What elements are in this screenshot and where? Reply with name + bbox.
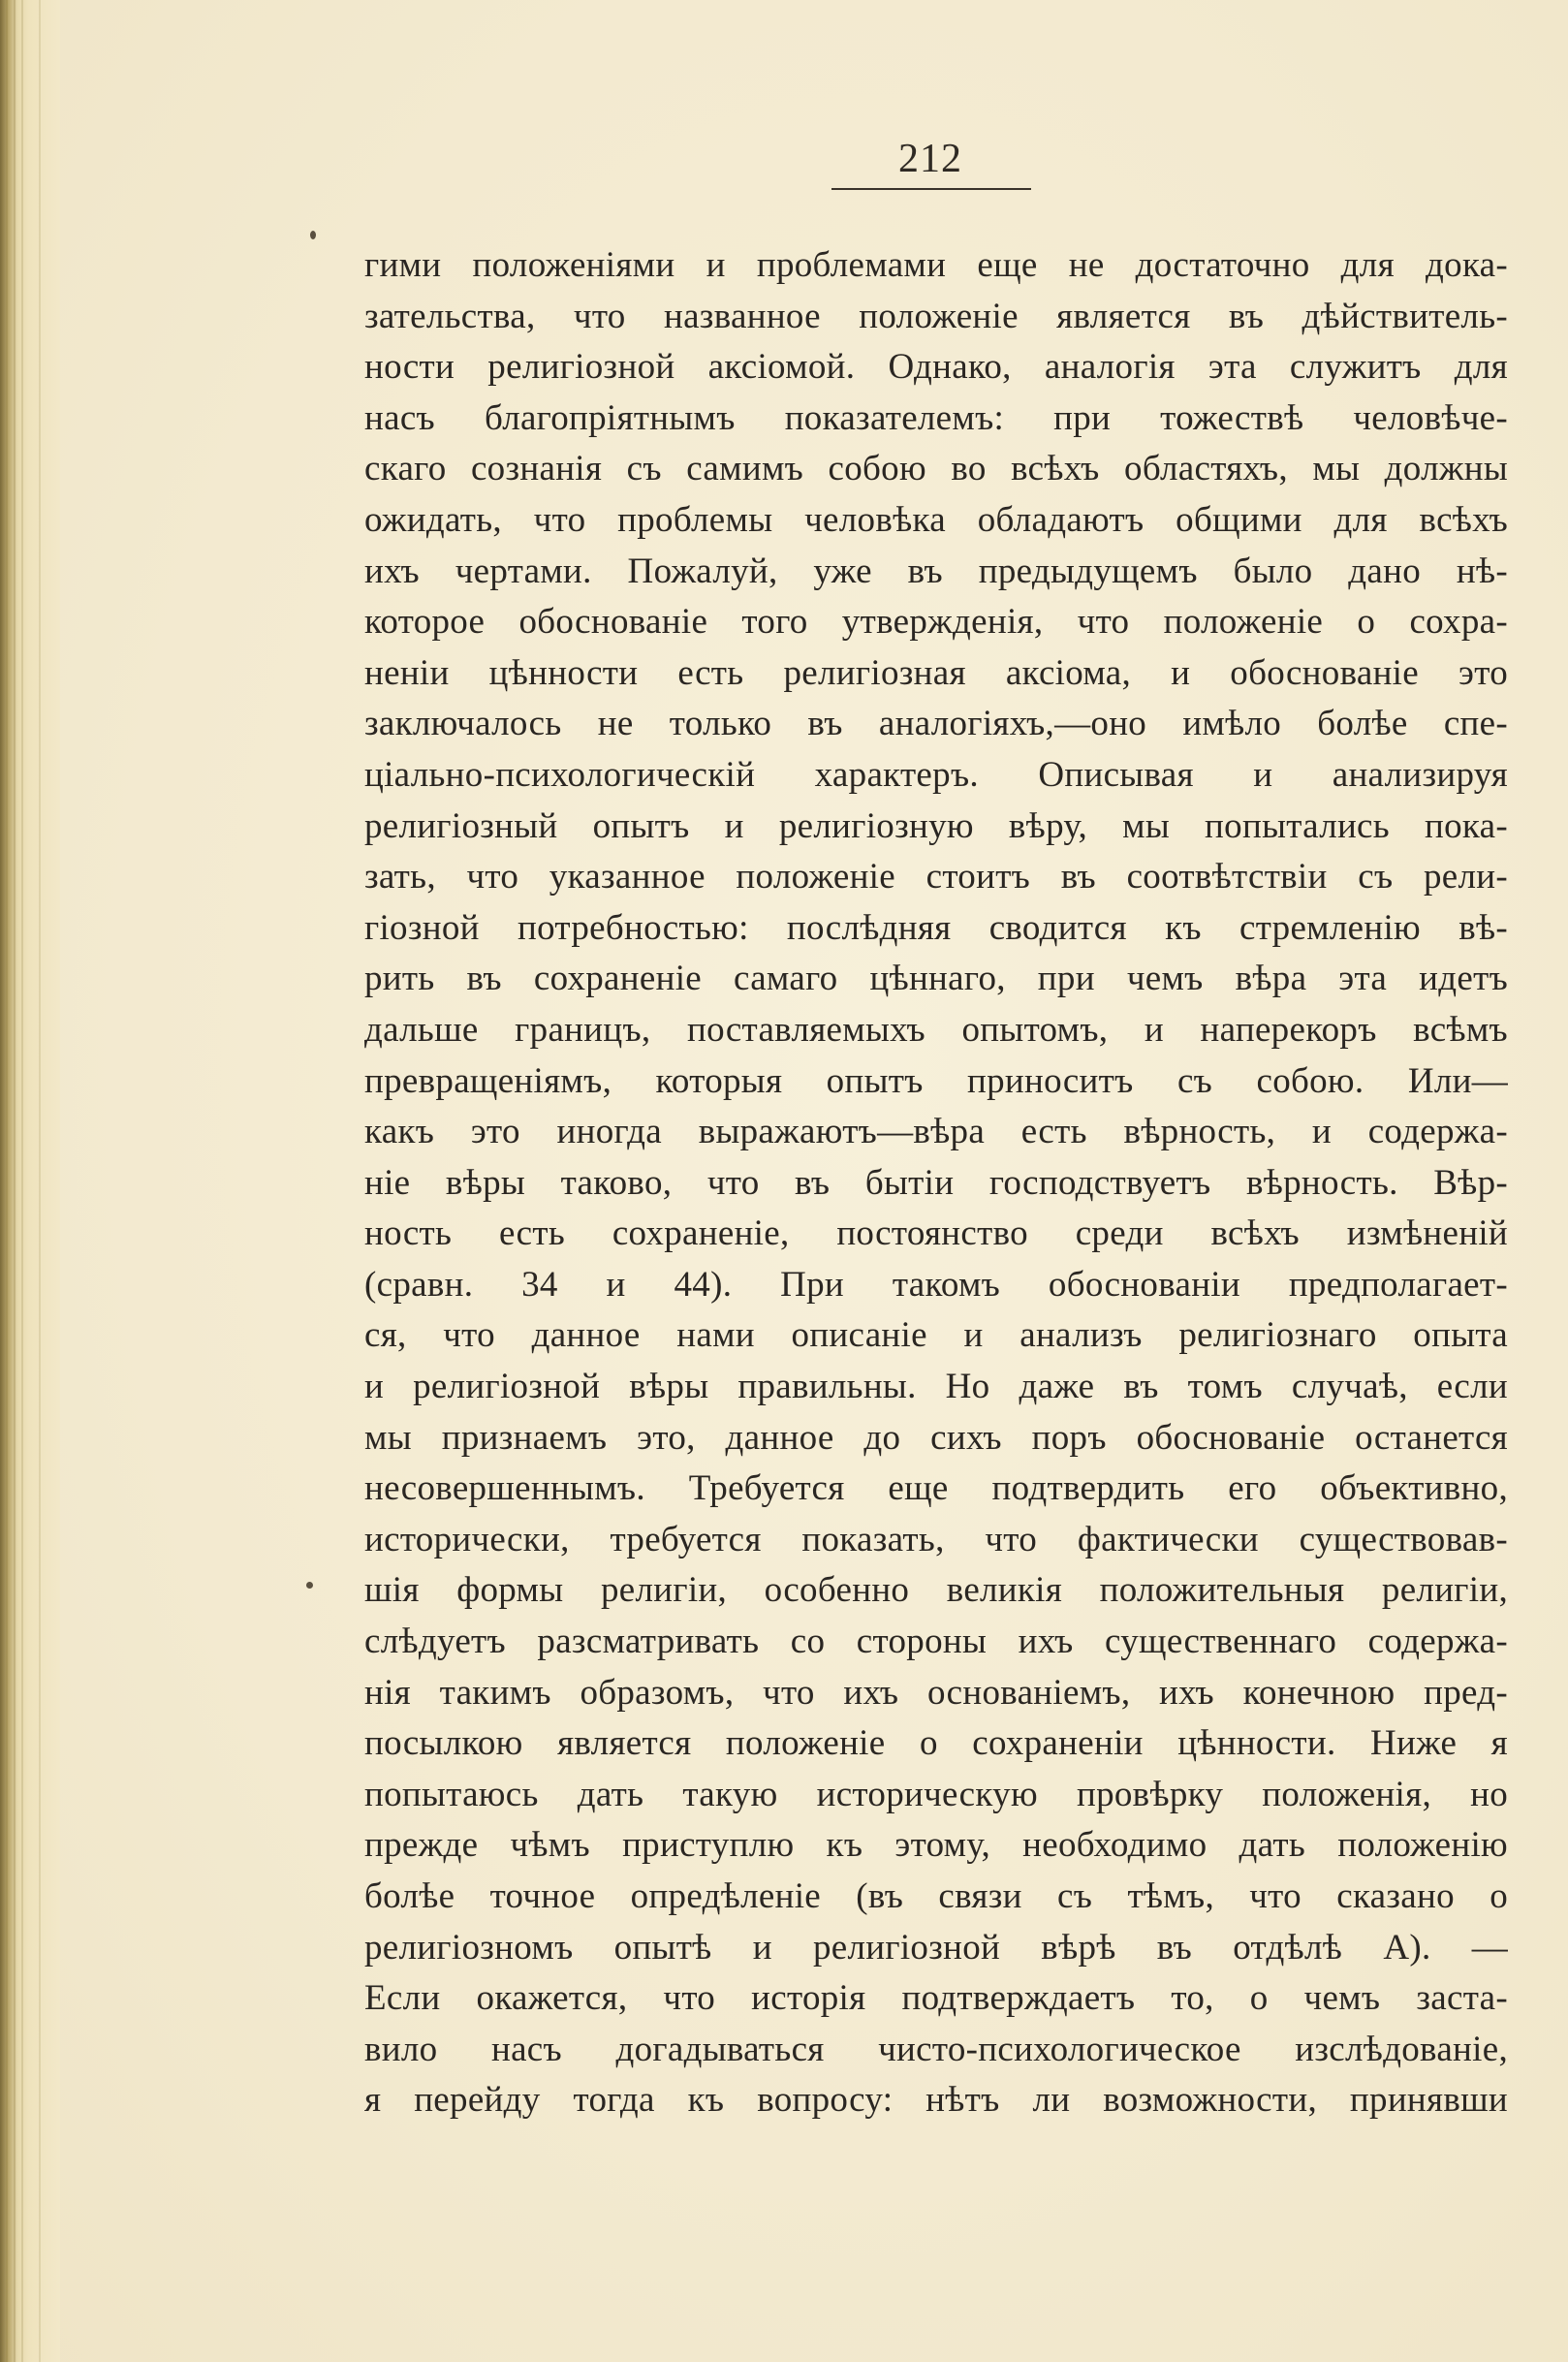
text-line: неніи цѣнности есть религіозная аксіома, и обоснованіе это xyxy=(364,652,1508,693)
text-line: нія такимъ образомъ, что ихъ основаніемъ, ихъ конечною пред- xyxy=(364,1672,1508,1713)
text-line: ціально-психологическій характеръ. Описывая и анализируя xyxy=(364,754,1508,795)
text-line: шія формы религіи, особенно великія положительныя религіи, xyxy=(364,1570,1508,1611)
text-line: посылкою является положеніе о сохраненіи цѣнности. Ниже я xyxy=(364,1723,1508,1764)
text-line: религіозномъ опытѣ и религіозной вѣрѣ въ отдѣлѣ А). — xyxy=(364,1927,1508,1968)
text-line: исторически, требуется показать, что фактически существовав- xyxy=(364,1519,1508,1559)
text-line: ность есть сохраненіе, постоянство среди всѣхъ измѣненій xyxy=(364,1213,1508,1254)
paper-speck xyxy=(310,231,316,239)
text-line: несовершеннымъ. Требуется еще подтвердить его объективно, xyxy=(364,1468,1508,1509)
text-line: Если окажется, что исторія подтверждаетъ то, о чемъ заста- xyxy=(364,1978,1508,2019)
text-line: попытаюсь дать такую историческую провѣрку положенія, но xyxy=(364,1774,1508,1814)
text-line: вило насъ догадываться чисто-психологическое изслѣдованіе, xyxy=(364,2029,1508,2069)
text-line: скаго сознанія съ самимъ собою во всѣхъ областяхъ, мы должны xyxy=(364,449,1508,489)
text-line: дальше границъ, поставляемыхъ опытомъ, и наперекоръ всѣмъ xyxy=(364,1009,1508,1050)
text-line: прежде чѣмъ приступлю къ этому, необходимо дать положенію xyxy=(364,1825,1508,1866)
text-line: заключалось не только въ аналогіяхъ,—оно имѣло болѣе спе- xyxy=(364,704,1508,744)
text-line: зательства, что названное положеніе является въ дѣйствитель- xyxy=(364,296,1508,336)
page-number: 212 xyxy=(898,137,962,181)
text-line: ности религіозной аксіомой. Однако, аналогія эта служитъ для xyxy=(364,347,1508,388)
text-line: насъ благопріятнымъ показателемъ: при тожествѣ человѣче- xyxy=(364,397,1508,438)
page-number-rule xyxy=(831,188,1031,190)
text-line: какъ это иногда выражаютъ—вѣра есть вѣрность, и содержа- xyxy=(364,1112,1508,1152)
text-line: я перейду тогда къ вопросу: нѣтъ ли возможности, принявши xyxy=(364,2080,1508,2121)
paper-speck xyxy=(306,1582,313,1589)
text-line: рить въ сохраненіе самаго цѣннаго, при чемъ вѣра эта идетъ xyxy=(364,959,1508,999)
text-line: и религіозной вѣры правильны. Но даже въ томъ случаѣ, если xyxy=(364,1367,1508,1407)
text-line: ихъ чертами. Пожалуй, уже въ предыдущемъ было дано нѣ- xyxy=(364,551,1508,591)
text-line: зать, что указанное положеніе стоитъ въ соотвѣтствіи съ рели- xyxy=(364,857,1508,898)
text-line: болѣе точное опредѣленіе (въ связи съ тѣмъ, что сказано о xyxy=(364,1876,1508,1916)
binding-line xyxy=(6,0,8,2362)
text-line: религіозный опытъ и религіозную вѣру, мы попытались пока- xyxy=(364,805,1508,846)
binding-line xyxy=(21,0,23,2362)
text-line: гіозной потребностью: послѣдняя сводится къ стремленію вѣ- xyxy=(364,907,1508,948)
text-line: слѣдуетъ разсматривать со стороны ихъ существеннаго содержа- xyxy=(364,1622,1508,1662)
text-line: ожидать, что проблемы человѣка обладаютъ общими для всѣхъ xyxy=(364,499,1508,540)
binding-line xyxy=(39,0,41,2362)
binding-edge xyxy=(0,0,60,2362)
binding-line xyxy=(14,0,16,2362)
body-text xyxy=(364,240,1508,2126)
text-line: мы признаемъ это, данное до сихъ поръ обоснованіе останется xyxy=(364,1417,1508,1458)
text-line: (сравн. 34 и 44). При такомъ обоснованіи предполагает- xyxy=(364,1264,1508,1305)
text-line: которое обоснованіе того утвержденія, что положеніе о сохра- xyxy=(364,602,1508,643)
text-line: ніе вѣры таково, что въ бытіи господствуетъ вѣрность. Вѣр- xyxy=(364,1162,1508,1203)
text-line: гими положеніями и проблемами еще не достаточно для дока- xyxy=(364,245,1508,285)
text-line: превращеніямъ, которыя опытъ приноситъ съ собою. Или— xyxy=(364,1060,1508,1101)
text-line: ся, что данное нами описаніе и анализъ религіознаго опыта xyxy=(364,1315,1508,1356)
